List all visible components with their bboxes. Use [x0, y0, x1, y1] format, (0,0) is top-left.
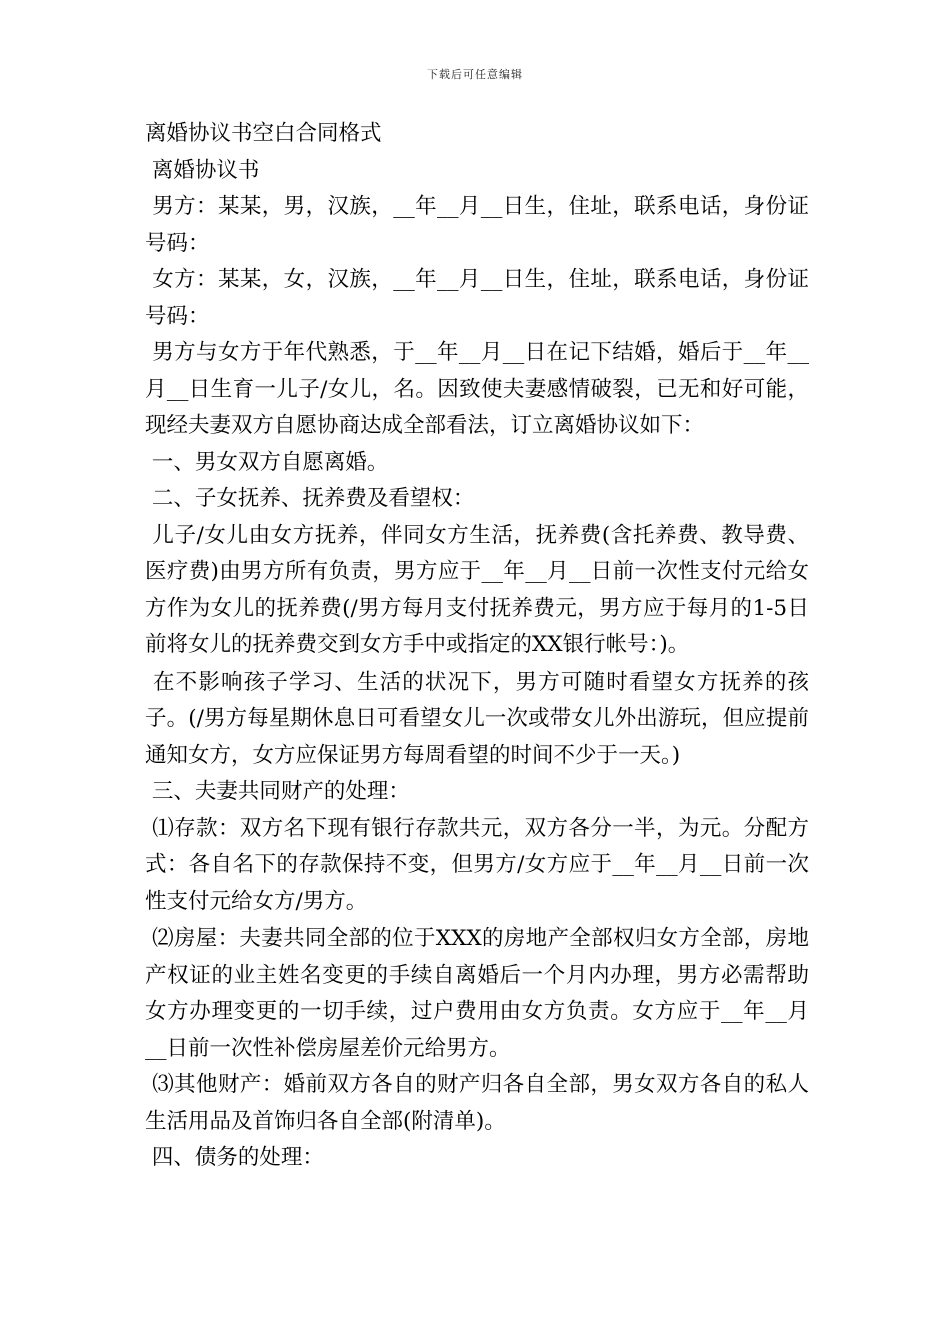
- agreement-heading: 离婚协议书: [145, 157, 260, 183]
- clause-2-heading: 二、子女抚养、抚养费及看望权：: [145, 486, 475, 511]
- clause-3-heading: 三、夫妻共同财产的处理：: [145, 779, 410, 804]
- clause-4-heading: 四、债务的处理：: [145, 1145, 324, 1170]
- paragraph-house: ⑵房屋：夫妻共同全部的位于XXX的房地产全部权归女方全部，房地产权证的业主姓名变更的手续自离婚后一个月内办理，男方必需帮助女方办理变更的一切手续，过户费用由女方负责。女方应于__年__月__日前一次性补偿房屋差价元给男方。: [145, 926, 809, 1061]
- clause-1: 一、男女双方自愿离婚。: [145, 449, 389, 475]
- paragraph-other-property: ⑶其他财产：婚前双方各自的财产归各自全部，男女双方各自的私人生活用品及首饰归各自全部(附清单)。: [145, 1072, 809, 1134]
- page-header-note: 下载后可任意编辑: [427, 68, 523, 81]
- paragraph-male-party: 男方：某某，男，汉族，__年__月__日生，住址，联系电话，身份证号码：: [145, 194, 809, 256]
- paragraph-deposits: ⑴存款：双方名下现有银行存款共元，双方各分一半，为元。分配方式：各自名下的存款保持不变，但男方/女方应于__年__月__日前一次性支付元给女方/男方。: [145, 815, 809, 914]
- paragraph-female-party: 女方：某某，女，汉族，__年__月__日生，住址，联系电话，身份证号码：: [145, 267, 809, 329]
- paragraph-background: 男方与女方于年代熟悉，于__年__月__日在记下结婚，婚后于__年__月__日生育一儿子/女儿，名。因致使夫妻感情破裂，已无和好可能，现经夫妻双方自愿协商达成全部看法，订立离婚协议如下：: [145, 340, 809, 438]
- document-title: 离婚协议书空白合同格式: [145, 121, 382, 146]
- paragraph-visitation: 在不影响孩子学习、生活的状况下，男方可随时看望女方抚养的孩子。(/男方每星期休息日可看望女儿一次或带女儿外出游玩，但应提前通知女方，女方应保证男方每周看望的时间不少于一天。): [145, 669, 809, 768]
- paragraph-child-support: 儿子/女儿由女方抚养，伴同女方生活，抚养费(含托养费、教导费、医疗费)由男方所有负责，男方应于__年__月__日前一次性支付元给女方作为女儿的抚养费(/男方每月支付抚养费元，男方应于每月的1-5日前将女儿的抚养费交到女方手中或指定的XX银行帐号：)。: [145, 522, 809, 657]
- document-body: [145, 116, 809, 1177]
